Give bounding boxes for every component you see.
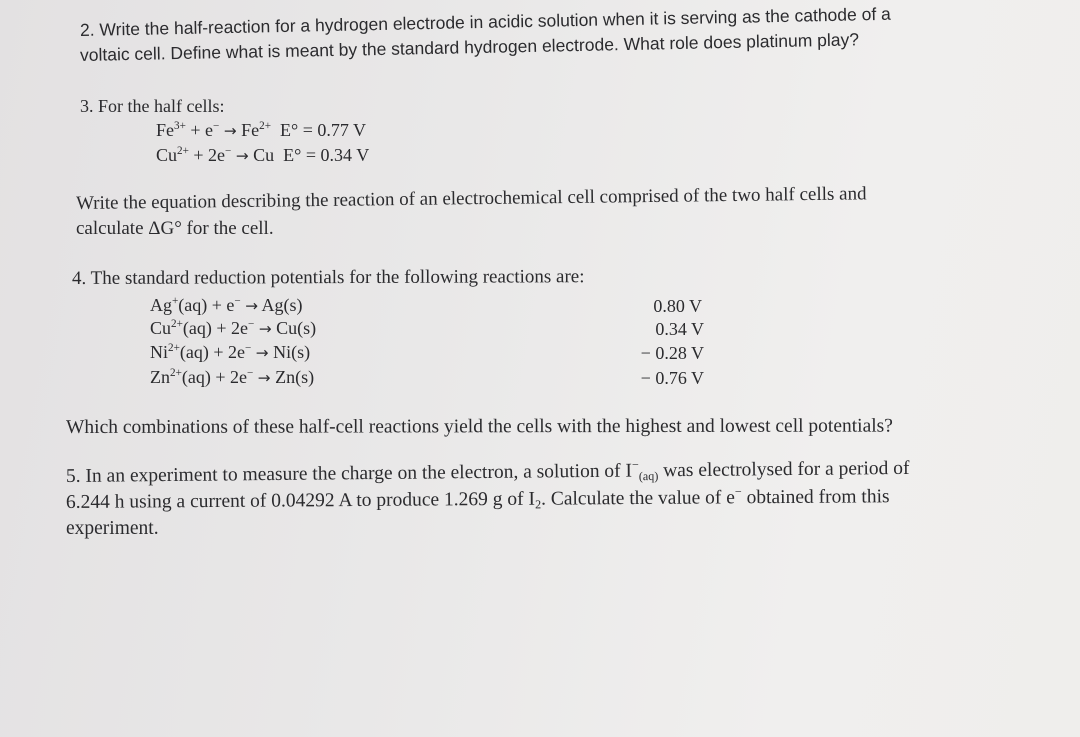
iodide-charge: − xyxy=(631,457,639,472)
q4-potential-ni: − 0.28 V xyxy=(640,343,704,363)
ion-charge: 2+ xyxy=(170,366,182,379)
ion-charge: + xyxy=(172,294,179,307)
iodide-state: (aq) xyxy=(638,468,659,484)
reaction-arrow-icon: → xyxy=(255,344,269,362)
q4-potential-zn: − 0.76 V xyxy=(640,368,704,388)
ion-symbol: Cu xyxy=(150,318,172,338)
electron-charge: − xyxy=(245,341,252,354)
ion-charge: 2+ xyxy=(168,341,180,354)
electron-charge: − xyxy=(248,317,255,330)
q5-line-2 xyxy=(65,484,890,513)
q5-text: was electrolysed for a period of xyxy=(658,457,910,482)
reaction-arrow-icon: → xyxy=(258,320,272,338)
q5-text: 5. In an experiment to measure the charge on the electron, a solution of I xyxy=(65,460,633,487)
q4-question: Which combinations of these half-cell reactions yield the cells with the highest and lowest cell potentials? xyxy=(65,415,893,438)
electron-charge: − xyxy=(234,294,241,307)
q4-reaction-ni xyxy=(150,343,310,361)
ion-symbol: Zn xyxy=(150,367,170,387)
ion-symbol: Ni xyxy=(150,342,168,362)
fe-electron: + e xyxy=(185,120,214,140)
iodine-subscript: 2 xyxy=(534,497,542,512)
reactant-tail: (aq) + 2e xyxy=(179,342,245,362)
fe2-charge: 2+ xyxy=(259,119,272,132)
q3-prompt-line-1: Write the equation describing the reaction of an electrochemical cell comprised of the two half cells and xyxy=(75,183,867,214)
q3-heading: 3. For the half cells: xyxy=(80,96,225,116)
q4-heading: 4. The standard reduction potentials for the following reactions are: xyxy=(71,266,585,289)
reaction-product: Ni(s) xyxy=(268,342,311,362)
q4-potential-ag: 0.80 V xyxy=(653,296,702,316)
cu-electron-charge: − xyxy=(225,144,232,157)
reaction-arrow-icon: → xyxy=(235,147,249,165)
q3-half-reaction-fe xyxy=(156,121,366,139)
cu-electrons: + 2e xyxy=(188,145,226,165)
q4-reaction-cu xyxy=(150,319,316,337)
fe-electron-charge: − xyxy=(213,119,220,132)
electron-charge: − xyxy=(247,366,254,379)
fe3-charge: 3+ xyxy=(174,119,186,132)
q5-line-3: experiment. xyxy=(66,518,159,539)
reaction-product: Ag(s) xyxy=(258,295,303,315)
reactant-tail: (aq) + 2e xyxy=(182,318,249,338)
q2-line-1: 2. Write the half-reaction for a hydrogen electrode in acidic solution when it is serving as the cathode of a xyxy=(79,3,891,40)
fe2-symbol: Fe xyxy=(236,120,260,140)
cu2-charge: 2+ xyxy=(177,144,189,157)
q5-line-1 xyxy=(66,459,910,487)
reactant-tail: (aq) + 2e xyxy=(181,367,247,387)
cu-product: Cu xyxy=(248,145,275,165)
reaction-product: Cu(s) xyxy=(271,318,317,338)
q4-potential-cu: 0.34 V xyxy=(655,319,704,339)
reactant-tail: (aq) + e xyxy=(178,295,235,315)
fe-potential: E° = 0.77 V xyxy=(280,120,367,140)
electron-charge: − xyxy=(734,484,742,499)
ion-symbol: Ag xyxy=(150,295,172,315)
reaction-arrow-icon: → xyxy=(223,122,237,140)
q5-text: obtained from this xyxy=(741,486,890,509)
cu-potential: E° = 0.34 V xyxy=(283,145,370,165)
q2-line-2: voltaic cell. Define what is meant by the standard hydrogen electrode. What role does platinum play? xyxy=(79,29,860,65)
ion-charge: 2+ xyxy=(171,317,183,330)
cu2-symbol: Cu xyxy=(156,145,178,165)
q5-text: . Calculate the value of e xyxy=(540,487,735,510)
q3-half-reaction-cu xyxy=(156,146,369,164)
reaction-product: Zn(s) xyxy=(270,367,315,387)
q4-reaction-zn xyxy=(150,368,314,386)
q5-text: 6.244 h using a current of 0.04292 A to produce 1.269 g of I xyxy=(65,488,536,513)
q4-reaction-ag xyxy=(150,296,303,314)
reaction-arrow-icon: → xyxy=(245,297,259,315)
reaction-arrow-icon: → xyxy=(257,369,271,387)
q3-prompt-line-2: calculate ΔG° for the cell. xyxy=(76,218,274,239)
fe3-symbol: Fe xyxy=(156,120,174,140)
